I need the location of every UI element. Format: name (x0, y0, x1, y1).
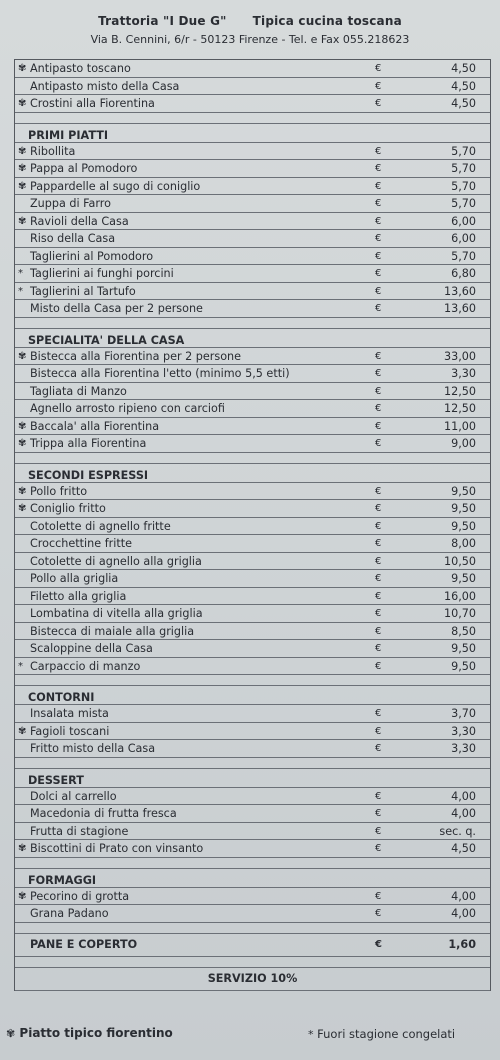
restaurant-address: Via B. Cennini, 6/r - 50123 Firenze - Tel. e Fax 055.218623 (90, 33, 410, 46)
menu-item-row (15, 535, 490, 553)
section-heading (15, 124, 490, 143)
section-heading (15, 769, 490, 788)
currency-symbol: € (375, 63, 382, 74)
menu-item-row (15, 365, 490, 383)
menu-item-name: Bistecca alla Fiorentina l'etto (minimo 5,5 etti) (30, 367, 290, 380)
menu-item-name: Coniglio fritto (30, 502, 106, 515)
menu-item-row (15, 723, 490, 741)
menu-item-name: Filetto alla griglia (30, 589, 127, 603)
menu-item-row (15, 230, 490, 248)
menu-item-row (15, 518, 490, 536)
menu-item-price: 4,00 (451, 789, 476, 803)
currency-symbol: € (375, 843, 382, 854)
section-title: FORMAGGI (28, 873, 97, 887)
menu-item-price: 10,50 (443, 554, 476, 568)
section-heading (15, 869, 490, 888)
menu-item-row (15, 195, 490, 213)
menu-item-row (15, 483, 490, 501)
currency-symbol: € (375, 403, 382, 414)
menu-item-price: 3,30 (451, 724, 476, 738)
menu-item-price: 9,50 (451, 519, 476, 533)
menu-item-name: Crocchettine fritte (30, 537, 132, 550)
menu-item-price: 16,00 (443, 589, 476, 603)
menu-item-price: 3,30 (451, 367, 476, 380)
menu-item-row (15, 300, 490, 318)
section-title: CONTORNI (28, 691, 95, 704)
menu-item-row (15, 905, 490, 923)
menu-item-price: 6,00 (451, 214, 476, 228)
menu-item-price: 12,50 (443, 384, 476, 398)
flower-icon: ✾ (18, 98, 27, 109)
menu-item-price: 5,70 (451, 249, 476, 263)
flower-icon: ✾ (6, 1027, 16, 1040)
menu-item-price: 9,00 (451, 437, 476, 450)
menu-item-name: Misto della Casa per 2 persone (30, 302, 203, 315)
section-title: PRIMI PIATTI (28, 128, 108, 142)
flower-icon: ✾ (18, 180, 27, 192)
menu-item-row (15, 823, 490, 841)
menu-header (0, 14, 500, 46)
currency-symbol: € (375, 268, 382, 279)
currency-symbol: € (375, 625, 382, 637)
menu-item-row (15, 740, 490, 758)
currency-symbol: € (375, 520, 382, 532)
currency-symbol: € (375, 808, 382, 819)
menu-item-price: 6,80 (451, 267, 476, 280)
menu-item-name: Crostini alla Fiorentina (30, 97, 155, 110)
menu-item-price: 3,30 (451, 742, 476, 755)
currency-symbol: € (375, 555, 382, 567)
cover-charge-price: 1,60 (448, 937, 476, 951)
menu-item-row (15, 588, 490, 606)
flower-icon: ✾ (18, 890, 27, 902)
menu-item-name: Dolci al carrello (30, 789, 117, 803)
menu-item-row (15, 95, 490, 113)
flower-icon: ✾ (18, 215, 27, 227)
menu-item-name: Pappardelle al sugo di coniglio (30, 179, 201, 193)
flower-icon: ✾ (18, 63, 27, 74)
menu-item-row (15, 265, 490, 283)
menu-item-row (15, 623, 490, 641)
flower-icon: ✾ (18, 503, 27, 514)
menu-item-name: Ribollita (30, 144, 76, 158)
footer-legend-typical (6, 1026, 173, 1040)
currency-symbol: € (375, 285, 382, 297)
flower-icon: ✾ (18, 420, 27, 432)
menu-item-row (15, 248, 490, 266)
menu-item-price: 9,50 (451, 484, 476, 498)
menu-item-name: Pollo fritto (30, 484, 88, 498)
menu-item-price: 9,50 (451, 502, 476, 515)
menu-item-name: Zuppa di Farro (30, 197, 111, 210)
section-heading (15, 464, 490, 483)
currency-symbol: € (375, 643, 382, 654)
menu-item-price: 5,70 (451, 197, 476, 210)
menu-item-row (15, 805, 490, 823)
currency-symbol: € (375, 538, 382, 549)
menu-item-name: Biscottini di Prato con vinsanto (30, 842, 204, 855)
currency-symbol: € (375, 80, 382, 92)
menu-item-row (15, 705, 490, 723)
menu-item-name: Riso della Casa (30, 232, 116, 245)
service-charge-label: SERVIZIO 10% (207, 971, 298, 985)
menu-item-name: Ravioli della Casa (30, 214, 129, 228)
section-heading (15, 329, 490, 348)
menu-item-price: 9,50 (451, 659, 476, 673)
menu-item-name: Agnello arrosto ripieno con carciofi (30, 402, 225, 415)
menu-item-row (15, 500, 490, 518)
menu-item-row (15, 788, 490, 806)
menu-item-row (15, 400, 490, 418)
section-title: SECONDI ESPRESSI (28, 468, 149, 482)
menu-item-price: 13,60 (443, 284, 476, 298)
menu-item-price: 4,50 (451, 97, 476, 110)
currency-symbol: € (375, 368, 382, 379)
flower-icon: ✾ (18, 145, 27, 157)
currency-symbol: € (375, 825, 382, 837)
menu-item-name: Macedonia di frutta fresca (30, 807, 177, 820)
menu-item-price: 10,70 (443, 607, 476, 620)
menu-item-name: Taglierini al Pomodoro (30, 249, 154, 263)
flower-icon: ✾ (18, 438, 27, 449)
menu-table (14, 59, 491, 991)
menu-item-name: Grana Padano (30, 907, 109, 920)
menu-item-name: Pollo alla griglia (30, 572, 119, 585)
menu-item-row (15, 640, 490, 658)
footer-legend-frozen-text: Fuori stagione congelati (317, 1027, 456, 1041)
menu-footer (0, 1020, 500, 1046)
menu-item-row (15, 658, 490, 676)
currency-symbol: € (375, 908, 382, 919)
currency-symbol: € (375, 485, 382, 497)
flower-icon: ✾ (18, 843, 27, 854)
menu-item-row (15, 605, 490, 623)
menu-item-name: Taglierini al Tartufo (30, 284, 136, 298)
section-heading (15, 686, 490, 705)
menu-item-row (15, 283, 490, 301)
currency-symbol: € (375, 938, 382, 950)
menu-item-price: 4,50 (451, 842, 476, 855)
menu-item-price: 5,70 (451, 162, 476, 175)
menu-item-row (15, 383, 490, 401)
currency-symbol: € (375, 660, 382, 672)
menu-item-name: Frutta di stagione (30, 824, 129, 838)
footer-legend-frozen (308, 1027, 455, 1041)
menu-item-row (15, 553, 490, 571)
menu-item-price: 8,00 (451, 537, 476, 550)
flower-icon: ✾ (18, 163, 27, 174)
asterisk-icon: * (18, 660, 23, 672)
asterisk-icon: * (308, 1028, 314, 1041)
restaurant-tagline: Tipica cucina toscana (252, 14, 402, 28)
currency-symbol: € (375, 438, 382, 449)
menu-item-name: Trippa alla Fiorentina (30, 437, 147, 450)
menu-item-name: Antipasto toscano (30, 62, 131, 75)
menu-spacer (15, 318, 490, 329)
flower-icon: ✾ (18, 725, 27, 737)
currency-symbol: € (375, 503, 382, 514)
menu-spacer (15, 858, 490, 869)
currency-symbol: € (375, 303, 382, 314)
menu-item-price: 13,60 (443, 302, 476, 315)
currency-symbol: € (375, 590, 382, 602)
menu-item-name: Tagliata di Manzo (30, 384, 127, 398)
menu-item-row (15, 570, 490, 588)
menu-item-name: Bistecca alla Fiorentina per 2 persone (30, 349, 242, 363)
menu-item-name: Bistecca di maiale alla griglia (30, 624, 195, 638)
cover-charge-label: PANE E COPERTO (30, 937, 138, 951)
menu-item-name: Taglierini ai funghi porcini (30, 267, 174, 280)
menu-item-name: Baccala' alla Fiorentina (30, 419, 160, 433)
menu-item-price: 5,70 (451, 179, 476, 193)
menu-item-row (15, 160, 490, 178)
menu-item-price: 4,00 (451, 889, 476, 903)
menu-item-price: sec. q. (439, 824, 476, 838)
cover-charge-row (15, 934, 490, 957)
menu-spacer (15, 923, 490, 934)
currency-symbol: € (375, 708, 382, 719)
menu-item-price: 9,50 (451, 572, 476, 585)
menu-item-name: Fritto misto della Casa (30, 742, 156, 755)
menu-item-price: 33,00 (443, 349, 476, 363)
menu-item-name: Pecorino di grotta (30, 889, 130, 903)
asterisk-icon: * (18, 285, 23, 297)
currency-symbol: € (375, 573, 382, 584)
menu-item-price: 4,50 (451, 62, 476, 75)
menu-item-name: Carpaccio di manzo (30, 659, 141, 673)
currency-symbol: € (375, 385, 382, 397)
menu-item-row (15, 78, 490, 96)
menu-item-row (15, 840, 490, 858)
menu-item-name: Cotolette di agnello fritte (30, 519, 171, 533)
menu-item-row (15, 143, 490, 161)
flower-icon: ✾ (18, 485, 27, 497)
menu-item-name: Insalata mista (30, 707, 109, 720)
menu-spacer (15, 453, 490, 464)
menu-item-name: Pappa al Pomodoro (30, 162, 138, 175)
menu-item-row (15, 60, 490, 78)
menu-item-name: Antipasto misto della Casa (30, 79, 180, 93)
menu-item-row (15, 348, 490, 366)
currency-symbol: € (375, 198, 382, 209)
menu-item-price: 5,70 (451, 144, 476, 158)
currency-symbol: € (375, 163, 382, 174)
service-charge-row (15, 968, 490, 991)
menu-item-row (15, 418, 490, 436)
currency-symbol: € (375, 250, 382, 262)
currency-symbol: € (375, 420, 382, 432)
footer-legend-typical-text: Piatto tipico fiorentino (19, 1026, 173, 1040)
currency-symbol: € (375, 890, 382, 902)
menu-item-price: 6,00 (451, 232, 476, 245)
menu-item-price: 9,50 (451, 642, 476, 655)
currency-symbol: € (375, 98, 382, 109)
menu-item-price: 4,00 (451, 807, 476, 820)
currency-symbol: € (375, 725, 382, 737)
menu-item-price: 12,50 (443, 402, 476, 415)
currency-symbol: € (375, 215, 382, 227)
menu-spacer (15, 113, 490, 124)
menu-item-price: 11,00 (443, 419, 476, 433)
section-title: SPECIALITA' DELLA CASA (28, 333, 185, 347)
currency-symbol: € (375, 790, 382, 802)
menu-item-price: 8,50 (451, 624, 476, 638)
currency-symbol: € (375, 743, 382, 754)
section-title: DESSERT (28, 773, 84, 787)
menu-item-price: 4,00 (451, 907, 476, 920)
menu-spacer (15, 675, 490, 686)
menu-item-price: 3,70 (451, 707, 476, 720)
currency-symbol: € (375, 180, 382, 192)
currency-symbol: € (375, 608, 382, 619)
menu-item-row (15, 213, 490, 231)
menu-spacer (15, 758, 490, 769)
currency-symbol: € (375, 145, 382, 157)
restaurant-name: Trattoria "I Due G" (98, 14, 227, 28)
currency-symbol: € (375, 233, 382, 244)
menu-item-name: Fagioli toscani (30, 724, 110, 738)
menu-item-row (15, 888, 490, 906)
menu-item-row (15, 178, 490, 196)
currency-symbol: € (375, 350, 382, 362)
menu-item-price: 4,50 (451, 79, 476, 93)
menu-item-row (15, 435, 490, 453)
menu-spacer (15, 957, 490, 968)
menu-item-name: Lombatina di vitella alla griglia (30, 607, 203, 620)
menu-item-name: Scaloppine della Casa (30, 642, 153, 655)
menu-item-name: Cotolette di agnello alla griglia (30, 554, 202, 568)
asterisk-icon: * (18, 268, 23, 279)
flower-icon: ✾ (18, 350, 27, 362)
